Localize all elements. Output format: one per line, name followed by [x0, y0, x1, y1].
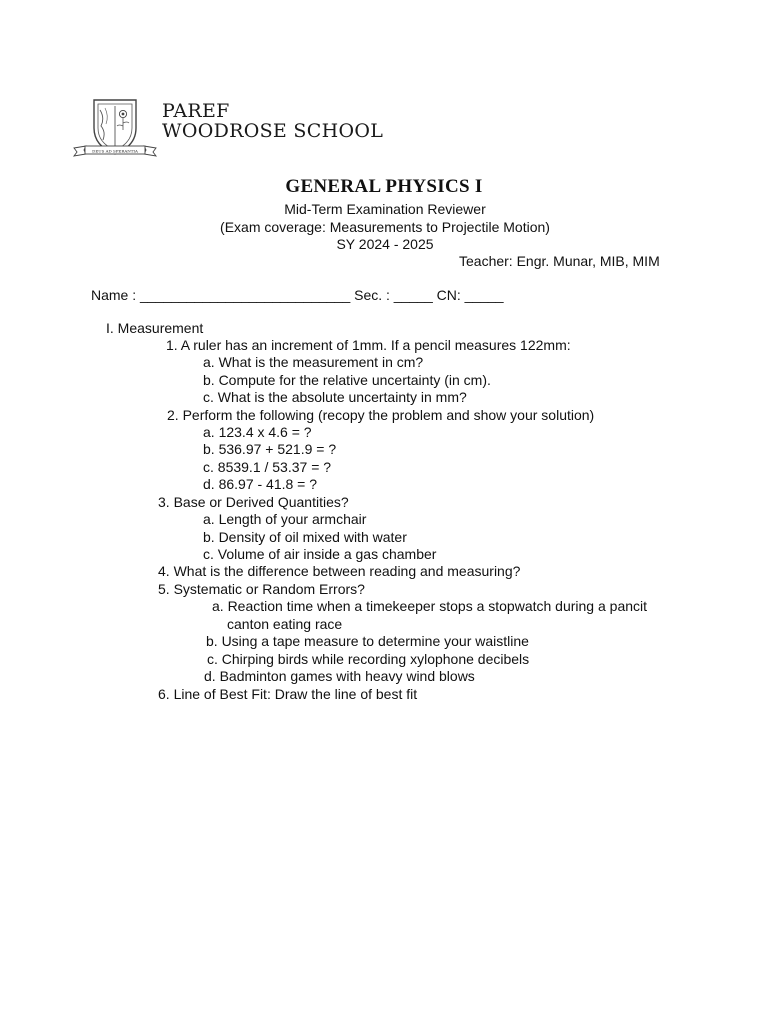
question-5-item-c: c. Chirping birds while recording xylophone decibels — [207, 651, 530, 667]
school-logo — [72, 98, 384, 160]
question-2-item-b: b. 536.97 + 521.9 = ? — [203, 441, 337, 457]
question-5: 5. Systematic or Random Errors? — [158, 581, 365, 597]
section-heading: I. Measurement — [106, 320, 204, 336]
question-5-item-b: b. Using a tape measure to determine your waistline — [206, 633, 529, 649]
question-1-item-a: a. What is the measurement in cm? — [203, 354, 424, 370]
question-3: 3. Base or Derived Quantities? — [158, 494, 349, 510]
question-1: 1. A ruler has an increment of 1mm. If a pencil measures 122mm: — [166, 337, 571, 353]
question-2: 2. Perform the following (recopy the problem and show your solution) — [167, 407, 595, 423]
question-3-item-b: b. Density of oil mixed with water — [203, 529, 407, 545]
school-year: SY 2024 - 2025 — [336, 236, 434, 252]
question-2-item-d: d. 86.97 - 41.8 = ? — [203, 476, 318, 492]
school-name — [162, 101, 383, 141]
question-5-item-a-continued: canton eating race — [227, 616, 343, 632]
question-6: 6. Line of Best Fit: Draw the line of best fit — [158, 686, 418, 702]
name-section-line: Name : ___________________________ Sec. : _____ CN: _____ — [91, 287, 504, 303]
question-3-item-a: a. Length of your armchair — [203, 511, 367, 527]
question-2-item-a: a. 123.4 x 4.6 = ? — [203, 424, 312, 440]
school-crest-icon — [72, 98, 162, 160]
question-4: 4. What is the difference between reading and measuring? — [158, 563, 521, 579]
question-5-item-a: a. Reaction time when a timekeeper stops a stopwatch during a pancit — [212, 598, 648, 614]
exam-coverage: (Exam coverage: Measurements to Projectile Motion) — [220, 219, 550, 235]
subtitle: Mid-Term Examination Reviewer — [284, 201, 486, 217]
page-title: GENERAL PHYSICS I — [285, 176, 483, 197]
question-1-item-c: c. What is the absolute uncertainty in mm? — [203, 389, 467, 405]
svg-text:DEUS AD SPERANTIA: DEUS AD SPERANTIA — [92, 148, 138, 154]
question-3-item-c: c. Volume of air inside a gas chamber — [203, 546, 437, 562]
school-name-line2: WOODROSE SCHOOL — [162, 120, 384, 142]
school-name-line1: PAREF — [162, 100, 230, 122]
question-2-item-c: c. 8539.1 / 53.37 = ? — [203, 459, 332, 475]
teacher-line: Teacher: Engr. Munar, MIB, MIM — [459, 253, 660, 269]
question-1-item-b: b. Compute for the relative uncertainty (in cm). — [203, 372, 491, 388]
question-5-item-d: d. Badminton games with heavy wind blows — [204, 668, 475, 684]
